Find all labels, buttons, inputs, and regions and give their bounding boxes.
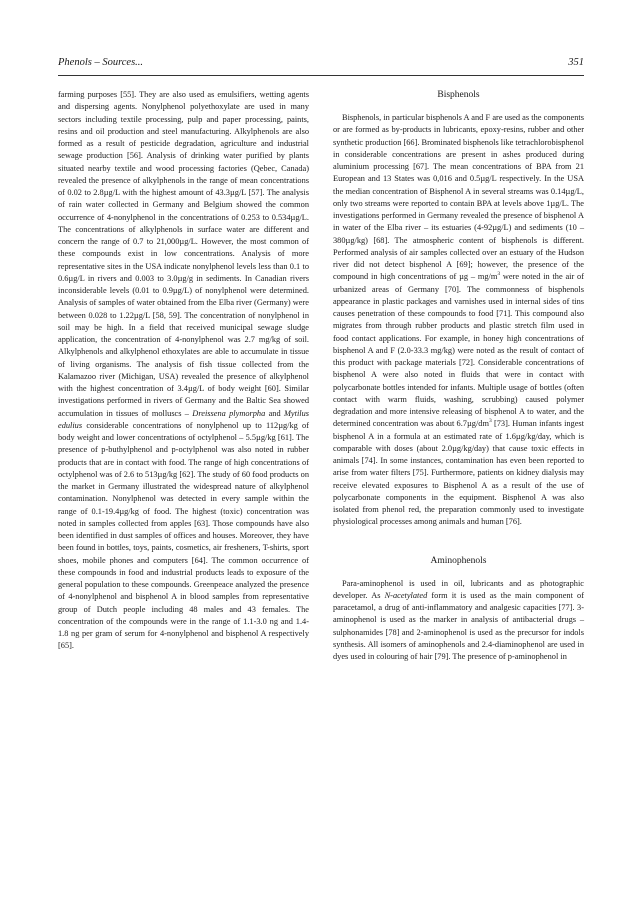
paragraph-text: [73]. Human infants ingest bisphenol A in a formula at an estimated rate of 1.6µg/kg/day, which is comparable with doses (about 2.0µg/kg/day) that cause toxic effects in animals [74]. In some instances, contamination has even been reported to arise from water filters [75]. Furthermore, patients on kidney dialysis may receive elevated exposures to Bisphenol A as a result of the use of polycarbonate components in the equipment. Bisphenol A was also isolated from phenol red, the preparation commonly used to investigate physiological processes among animals and human [76].: [333, 419, 584, 527]
species-name: Mytilus edulius: [58, 408, 309, 430]
paragraph-text: were noted in the air of urbanized areas of Germany [70]. The commonness of bisphenols appearance in plastic packages and varnishes used in internal sides of tins causes penetration of these compounds to food [71]. This compound also migrates from through rubber products and plastic stretch film used in food contact applications. For example, in honey high concentrations of bisphenol A and F (2.0-33.3 mg/kg) were noted as the result of contact of this product with package materials [72]. Considerable concentrations of bisphenol A were also noted in fluids that were in contact with polycarbonate bottles intended for infants. Multiple usage of bottles (often contact with warm fluids, washing, scrubbing) caused polymer degradation and more intensive releasing of bisphenol A to water, and the determined concentration was about 6.7µg/dm: [333, 272, 585, 429]
section-heading-bisphenols: Bisphenols: [437, 90, 480, 100]
right-column: [333, 89, 584, 663]
page-number: 351: [568, 57, 584, 68]
species-name: Dreissena plymorpha: [192, 408, 266, 418]
paragraph-alkylphenols: [58, 89, 309, 653]
superscript: 3: [488, 418, 492, 425]
italic-term: N-acetylated: [384, 590, 428, 600]
spacer: [333, 102, 584, 112]
paragraph-text: and: [268, 408, 281, 418]
running-title: Phenols – Sources...: [58, 57, 144, 68]
spacer: [333, 568, 584, 578]
paragraph-text: Bisphenols, in particular bisphenols A and F are used as the components or are formed as by-products in lubricants, epoxy-resins, rubber and other synthetic production [66]. Brominated bisphenols like tetrachlorobisphenol in considerable concentrations are present in ashes produced during aluminium processing [67]. The mean concentrations of BPA from 21 European and 13 States was 0,016 and 0.5µg/L respectively. In the USA the median concentration of Bisphenol A in several streams was 0.14µg/L, only two streams were reported to contain BPA at levels above 1µg/L. The investigations performed in Germany revealed the presence of bisphenol A in water of the Elba river – its estuaries (4-92µg/L) and sediments (10 – 380µg/kg) [68]. The atmospheric content of bisphenols is different. Performed analysis of air samples collected over an estuary of the Hudson river did not detect bisphenol A [69]; however, the presence of the compound in high concentrations of µg – mg/m: [333, 113, 584, 282]
paragraph-text: form it is used as the main component of paracetamol, a drug of anti-inflammatory and analgesic capacities [77]. 3-aminophenol is used as the marker in analysis of antibacterial drugs – sulphonamides [78] and 2-aminophenol is used as the precursor for indols synthesis. All isomers of aminophenols and 2.4-diaminophenol are used in dyes used in colouring of hair [79]. The presence of p-aminophenol in: [333, 590, 584, 661]
paragraph-text: Para-aminophenol is used in oil, lubricants and as photographic developer. As: [333, 578, 584, 600]
paragraph-text: considerable concentrations of nonylphenol up to 112µg/kg of body weight and lower concentrations of octylphenol – 5.5µg/kg [61]. The presence of p-buthylphenol and p-octylphenol was also noted in rubber products that are in contact with food. The range of high concentrations of octylphenol was of 2.6 to 513µg/kg [62]. The study of 60 food products on the market in Germany illustrated the widespread nature of alkylphenol contamination. Nonylphenol was detected in every sample within the range of 0.1-19.4µg/kg of food. The highest (toxic) concentration was noted in samples collected from apples [63]. Those compounds have also been identified in dust samples of offices and houses. Moreover, they have been found in bottles, toys, paints, cosmetics, air fresheners, T-shirts, sport shoes, mobile phones and computers [64]. The common occurrence of these compounds in food and industrial products leads to exposure of the general population to these compounds. Greenpeace analyzed the presence of 4-nonylphenol and bisphenol A in blood samples from representative group of Dutch people including 48 males and 43 females. The concentration of the compounds were in the range of 1.1-3.0 ng and 1.4-1.8 ng per gram of serum for 4-nonylphenol and bisphenol A respectively [65].: [58, 420, 310, 651]
section-heading-aminophenols: Aminophenols: [430, 555, 487, 566]
paragraph-aminophenols: [333, 578, 584, 664]
paragraph-text: farming purposes [55]. They are also used as emulsifiers, wetting agents and dispersing agents. Nonylphenol polyethoxylate are used in many sectors including textile processing, pulp and paper processing, paints, resins and oil production and steel manufacturing. Alkylphenols are also formed as a result of pesticide degradation, agriculture and industrial sewage production [56]. Analysis of drinking water purified by plants situated nearby textile and wood processing factories (Qebec, Canada) revealed the presence of alkylphenols in the range of mean concentrations of 0.02 to 2.8µg/L with the highest amount of 43.3µg/L [57]. The analysis of rain water collected in Germany and Belgium showed the common occurrence of 4-nonylphenol in the concentrations of 0.253 to 0.534µg/L. The concentrations of alkylphenols in surface water are different and concern the range of 0.7 to 21,000µg/L. However, the most common of these compounds exist in low concentrations. Analysis of more representative sites in the USA indicate nonylphenol levels less than 0.1 to 0.6µg/L in rivers and 0.003 to 3.0µg/g in sediments. In Canadian rivers inconsiderable levels (0.01 to 0.9µg/L) of nonylphenol were determined. Analysis of samples of water obtained from the Elba river (Germany) were between 0.028 to 1.22µg/L [58, 59]. The concentration of nonylphenol in soil may be high. In a field that received municipal sewage sludge application, the concentration of 4-nonylphenol was 2.7 mg/kg of soil. Alkylphenols and alkylphenol ethoxylates are able to accumulate in tissue of living organisms. The analysis of fish tissue collected from the Kalamazoo river (Michigan, USA) revealed the presence of alkylphenol with the highest concentration of 3.4µg/L of body weight [60]. Similar investigations performed in rivers of Germany and the Baltic Sea showed accumulation in tissues of molluscs –: [58, 90, 309, 418]
header-rule: [58, 75, 584, 76]
spacer: [333, 529, 584, 555]
paragraph-bisphenols: [333, 112, 584, 529]
running-header: [58, 57, 584, 73]
superscript: 3: [497, 271, 501, 278]
left-column: [58, 89, 309, 653]
